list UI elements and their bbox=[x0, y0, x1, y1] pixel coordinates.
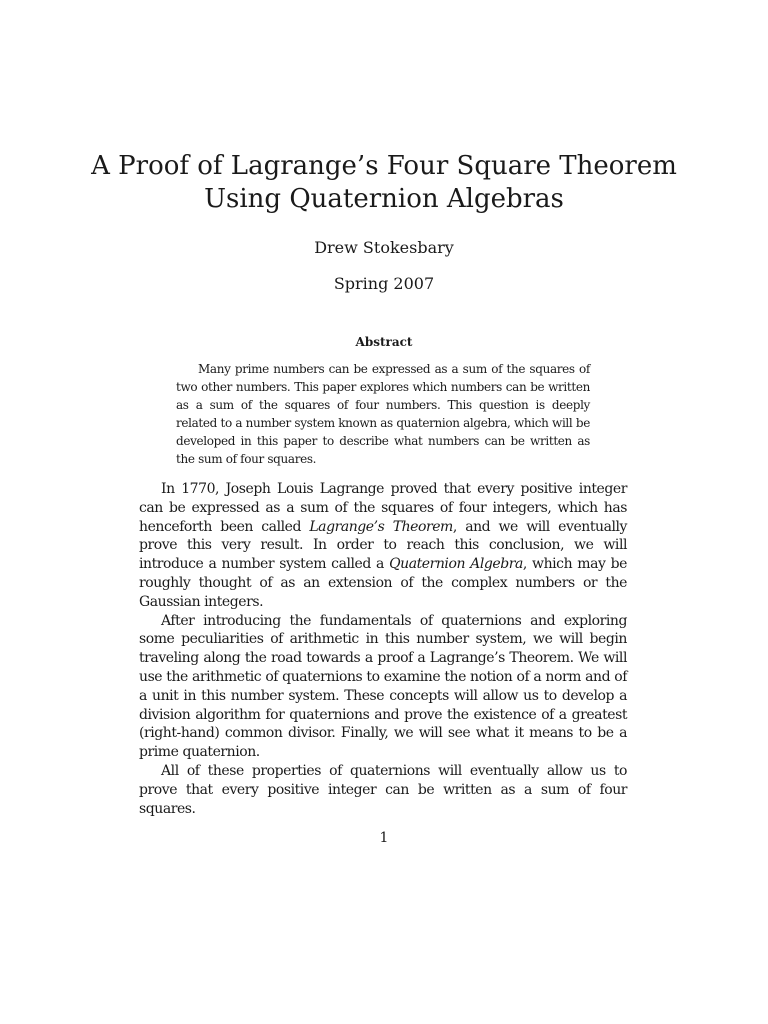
body-paragraph-1 bbox=[139, 480, 627, 612]
title-line-2: Using Quaternion Algebras bbox=[204, 184, 564, 214]
abstract-paragraph: Many prime numbers can be expressed as a sum of the squares of two other numbers. This paper explores which numbers can be written as a sum of the squares of four numbers. This question is deeply related to a number system known as quaternion algebra, which will be developed in this paper to describe what numbers can be written as the sum of four squares. bbox=[176, 362, 590, 466]
title-line-1: A Proof of Lagrange’s Four Square Theorem bbox=[91, 151, 677, 181]
lagranges-theorem-term: Lagrange’s Theorem bbox=[309, 518, 453, 535]
publication-date: Spring 2007 bbox=[333, 274, 435, 293]
author-name: Drew Stokesbary bbox=[314, 238, 454, 257]
page-number: 1 bbox=[379, 830, 389, 846]
body-paragraph-1-part-2: , and we will eventually prove this very result. In order to reach this conclusion, we will introduce a number system called a bbox=[139, 518, 627, 573]
quaternion-algebra-term: Quaternion Algebra bbox=[389, 556, 523, 573]
body-paragraph-1-part-3: , which may be roughly thought of as an extension of the complex numbers or the Gaussian integers. bbox=[139, 556, 628, 610]
paper-title bbox=[0, 150, 768, 216]
body-paragraph-3: All of these properties of quaternions will eventually allow us to prove that every positive integer can be written as a sum of four squares. bbox=[139, 762, 627, 817]
body-paragraph-2: After introducing the fundamentals of quaternions and exploring some peculiarities of arithmetic in this number system, we will begin traveling along the road towards a proof a Lagrange’s Theorem. We will use the arithmetic of quaternions to examine the notion of a norm and of a unit in this number system. These concepts will allow us to develop a division algorithm for quaternions and prove the existence of a greatest (right-hand) common divisor. Finally, we will see what it means to be a prime quaternion. bbox=[139, 612, 627, 761]
body-paragraph-1-part-1: In 1770, Joseph Louis Lagrange proved that every positive integer can be expressed as a sum of the squares of four integers, which has henceforth been called bbox=[139, 481, 627, 535]
introduction-text bbox=[139, 480, 627, 818]
abstract-body bbox=[176, 360, 590, 468]
abstract-heading: Abstract bbox=[355, 335, 413, 349]
